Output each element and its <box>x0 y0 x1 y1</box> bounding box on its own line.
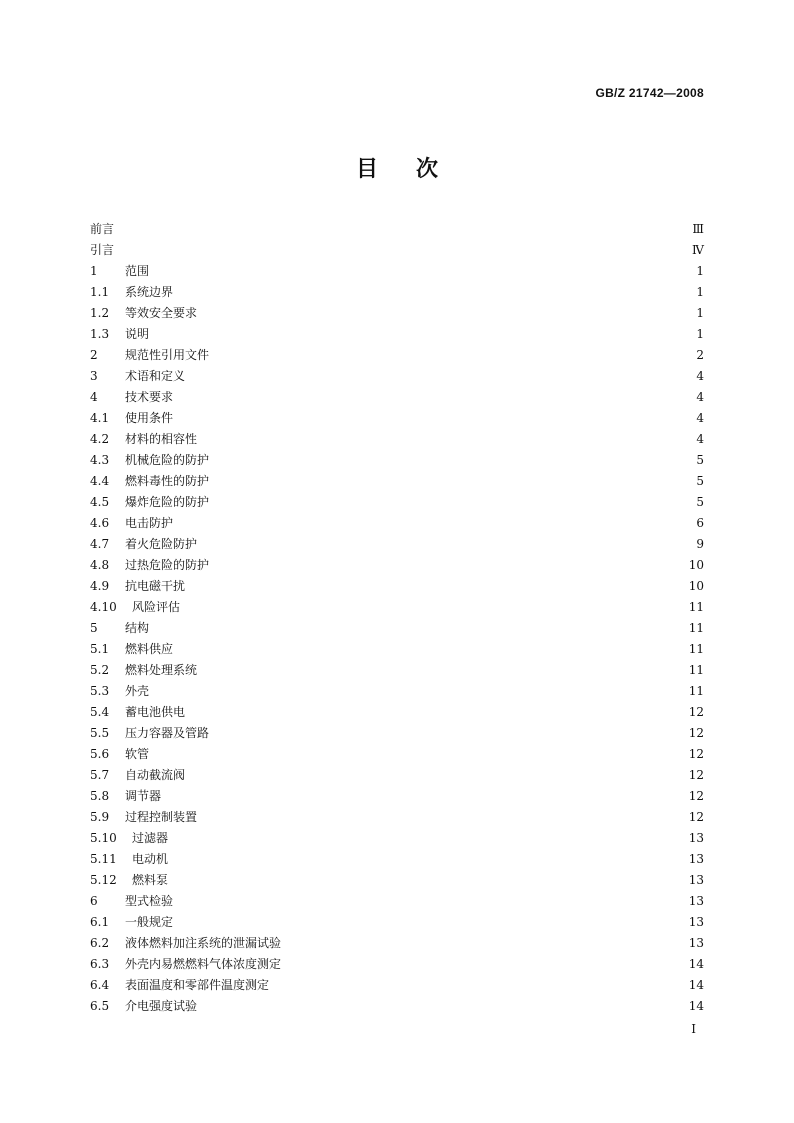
toc-entry-number: 6 <box>90 894 98 908</box>
toc-entry-number: 4.3 <box>90 453 110 467</box>
toc-leader-dots <box>201 429 694 450</box>
footer-page-number: I <box>691 1022 696 1036</box>
toc-entry[interactable] <box>90 996 704 1017</box>
toc-entry[interactable] <box>90 807 704 828</box>
toc-entry-page: 5 <box>696 453 704 467</box>
page-title: 目次 <box>355 156 476 182</box>
toc-entry-label: 结构 <box>125 621 150 635</box>
toc-entry-label: 说明 <box>125 327 150 341</box>
toc-entry[interactable] <box>90 975 704 996</box>
toc-leader-dots <box>201 996 687 1017</box>
toc-entry[interactable] <box>90 786 704 807</box>
toc-entry-label: 过热危险的防护 <box>125 558 210 572</box>
toc-leader-dots <box>165 786 687 807</box>
toc-entry-label: 过程控制装置 <box>125 810 198 824</box>
toc-entry[interactable] <box>90 387 704 408</box>
toc-leader-dots <box>177 891 687 912</box>
toc-entry[interactable] <box>90 576 704 597</box>
toc-entry[interactable] <box>90 828 704 849</box>
toc-leader-dots <box>118 219 690 240</box>
toc-entry-label: 调节器 <box>125 789 162 803</box>
toc-leader-dots <box>213 555 687 576</box>
toc-leader-dots <box>273 975 687 996</box>
toc-entry-page: 13 <box>688 915 704 929</box>
toc-entry-page: 11 <box>688 684 704 698</box>
toc-leader-dots <box>177 408 694 429</box>
toc-entry-page: 11 <box>688 621 704 635</box>
toc-leader-dots <box>213 471 694 492</box>
toc-entry-label: 系统边界 <box>125 285 174 299</box>
toc-entry-number: 5.12 <box>90 873 117 887</box>
toc-entry-label: 一般规定 <box>125 915 174 929</box>
toc-entry-label: 软管 <box>125 747 150 761</box>
toc-entry-label: 过滤器 <box>132 831 169 845</box>
toc-entry-label: 蓄电池供电 <box>125 705 186 719</box>
toc-entry-number: 4.4 <box>90 474 110 488</box>
toc-entry-page: 12 <box>688 768 704 782</box>
toc-entry-page: 4 <box>696 432 704 446</box>
toc-leader-dots <box>153 324 694 345</box>
toc-entry-page: 4 <box>696 411 704 425</box>
toc-entry[interactable] <box>90 240 704 261</box>
toc-leader-dots <box>153 681 687 702</box>
toc-entry-label: 技术要求 <box>125 390 174 404</box>
toc-entry-page: 13 <box>688 873 704 887</box>
toc-entry[interactable] <box>90 912 704 933</box>
toc-entry-number: 6.1 <box>90 915 110 929</box>
toc-entry-page: 11 <box>688 663 704 677</box>
toc-entry[interactable] <box>90 366 704 387</box>
toc-leader-dots <box>177 639 687 660</box>
toc-entry[interactable] <box>90 408 704 429</box>
toc-leader-dots <box>172 828 687 849</box>
toc-leader-dots <box>189 366 694 387</box>
toc-leader-dots <box>118 240 690 261</box>
toc-entry-number: 5.9 <box>90 810 110 824</box>
toc-entry[interactable] <box>90 849 704 870</box>
toc-leader-dots <box>213 450 694 471</box>
toc-entry-label: 液体燃料加注系统的泄漏试验 <box>125 936 282 950</box>
toc-entry-label: 电击防护 <box>125 516 174 530</box>
toc-entry-number: 4.2 <box>90 432 110 446</box>
toc-entry-page: 12 <box>688 747 704 761</box>
toc-entry-page: 9 <box>696 537 704 551</box>
toc-entry-page: 2 <box>696 348 704 362</box>
toc-entry-number: 4.6 <box>90 516 110 530</box>
toc-entry-label: 爆炸危险的防护 <box>125 495 210 509</box>
toc-entry-label: 风险评估 <box>132 600 181 614</box>
toc-entry-page: 6 <box>696 516 704 530</box>
toc-entry-page: 12 <box>688 726 704 740</box>
toc-entry-number: 1.3 <box>90 327 110 341</box>
toc-entry-number: 6.5 <box>90 999 110 1013</box>
toc-leader-dots <box>201 660 687 681</box>
toc-entry[interactable] <box>90 597 704 618</box>
toc-leader-dots <box>153 261 694 282</box>
toc-leader-dots <box>213 723 687 744</box>
toc-entry[interactable] <box>90 933 704 954</box>
toc-entry-page: 12 <box>688 789 704 803</box>
toc-entry[interactable] <box>90 303 704 324</box>
toc-entry[interactable] <box>90 345 704 366</box>
toc-entry-number: 5.4 <box>90 705 110 719</box>
toc-entry-number: 6.2 <box>90 936 110 950</box>
toc-entry-label: 型式检验 <box>125 894 174 908</box>
toc-entry[interactable] <box>90 555 704 576</box>
toc-entry-label: 术语和定义 <box>125 369 186 383</box>
toc-entry-page: 10 <box>688 558 704 572</box>
toc-leader-dots <box>201 303 694 324</box>
toc-entry-page: 10 <box>688 579 704 593</box>
toc-entry-label: 机械危险的防护 <box>125 453 210 467</box>
toc-leader-dots <box>189 702 687 723</box>
toc-entry-label: 压力容器及管路 <box>125 726 210 740</box>
toc-leader-dots <box>201 534 694 555</box>
toc-entry[interactable] <box>90 660 704 681</box>
toc-entry[interactable] <box>90 282 704 303</box>
toc-entry-page: 11 <box>688 600 704 614</box>
toc-entry-page: 14 <box>688 999 704 1013</box>
toc-entry[interactable] <box>90 429 704 450</box>
toc-entry-page: 1 <box>696 264 704 278</box>
toc-entry-label: 燃料供应 <box>125 642 174 656</box>
toc-entry-page: 1 <box>696 306 704 320</box>
toc-entry[interactable] <box>90 513 704 534</box>
toc-entry-label: 着火危险防护 <box>125 537 198 551</box>
toc-leader-dots <box>201 807 687 828</box>
toc-entry[interactable] <box>90 492 704 513</box>
toc-entry-label: 燃料毒性的防护 <box>125 474 210 488</box>
toc-entry-number: 4.7 <box>90 537 110 551</box>
toc-leader-dots <box>153 618 687 639</box>
toc-leader-dots <box>213 345 694 366</box>
toc-entry-page: 1 <box>696 285 704 299</box>
toc-entry-number: 4.1 <box>90 411 110 425</box>
toc-entry-page: 5 <box>696 474 704 488</box>
toc-entry-page: 5 <box>696 495 704 509</box>
toc-entry[interactable] <box>90 765 704 786</box>
toc-entry-label: 规范性引用文件 <box>125 348 210 362</box>
toc-leader-dots <box>172 870 687 891</box>
toc-entry[interactable] <box>90 744 704 765</box>
toc-entry[interactable] <box>90 954 704 975</box>
toc-entry-page: 11 <box>688 642 704 656</box>
toc-entry-number: 5.11 <box>90 852 117 866</box>
toc-entry-label: 电动机 <box>132 852 169 866</box>
toc-entry-label: 材料的相容性 <box>125 432 198 446</box>
standard-code: GB/Z 21742—2008 <box>595 86 704 100</box>
toc-entry[interactable] <box>90 471 704 492</box>
toc-entry[interactable] <box>90 891 704 912</box>
toc-entry-page: 12 <box>688 705 704 719</box>
toc-entry-number: 5.8 <box>90 789 110 803</box>
toc-entry-label: 表面温度和零部件温度测定 <box>125 978 270 992</box>
toc-leader-dots <box>189 576 687 597</box>
toc-entry-number: 3 <box>90 369 98 383</box>
toc-entry[interactable] <box>90 450 704 471</box>
toc-entry-page: 14 <box>688 957 704 971</box>
toc-entry-page: Ⅳ <box>692 243 704 257</box>
toc-entry-number: 5.10 <box>90 831 117 845</box>
toc-entry-label: 抗电磁干扰 <box>125 579 186 593</box>
toc-leader-dots <box>285 933 687 954</box>
toc-entry-number: 5.2 <box>90 663 110 677</box>
toc-leader-dots <box>172 849 687 870</box>
toc-leader-dots <box>153 744 687 765</box>
toc-entry[interactable] <box>90 534 704 555</box>
toc-entry-page: 12 <box>688 810 704 824</box>
toc-leader-dots <box>184 597 687 618</box>
toc-entry-label: 前言 <box>90 222 115 236</box>
toc-entry-label: 介电强度试验 <box>125 999 198 1013</box>
toc-entry-label: 使用条件 <box>125 411 174 425</box>
toc-entry-page: 13 <box>688 936 704 950</box>
toc-entry-number: 5.7 <box>90 768 110 782</box>
toc-entry-number: 5.1 <box>90 642 110 656</box>
toc-entry[interactable] <box>90 219 704 240</box>
toc-entry-page: 4 <box>696 390 704 404</box>
toc-entry-number: 5.5 <box>90 726 110 740</box>
toc-entry-page: 13 <box>688 894 704 908</box>
toc-entry-page: 13 <box>688 852 704 866</box>
toc-entry-number: 5.3 <box>90 684 110 698</box>
toc-entry-label: 范围 <box>125 264 150 278</box>
toc-entry[interactable] <box>90 639 704 660</box>
toc-entry[interactable] <box>90 723 704 744</box>
toc-leader-dots <box>177 282 694 303</box>
toc-entry-page: Ⅲ <box>692 222 704 236</box>
toc-leader-dots <box>189 765 687 786</box>
toc-entry-label: 外壳内易燃燃料气体浓度测定 <box>125 957 282 971</box>
table-of-contents <box>90 219 704 1017</box>
toc-leader-dots <box>177 513 694 534</box>
toc-entry[interactable] <box>90 681 704 702</box>
toc-entry[interactable] <box>90 870 704 891</box>
toc-entry-page: 4 <box>696 369 704 383</box>
toc-entry-label: 燃料处理系统 <box>125 663 198 677</box>
toc-entry-number: 2 <box>90 348 98 362</box>
toc-leader-dots <box>213 492 694 513</box>
toc-entry-label: 等效安全要求 <box>125 306 198 320</box>
toc-entry-number: 6.3 <box>90 957 110 971</box>
toc-leader-dots <box>177 912 687 933</box>
toc-entry-number: 1.1 <box>90 285 110 299</box>
toc-entry-number: 4.5 <box>90 495 110 509</box>
toc-entry-number: 1 <box>90 264 98 278</box>
toc-entry-page: 13 <box>688 831 704 845</box>
toc-entry[interactable] <box>90 324 704 345</box>
toc-leader-dots <box>177 387 694 408</box>
toc-entry[interactable] <box>90 261 704 282</box>
toc-entry[interactable] <box>90 618 704 639</box>
toc-entry-number: 4.10 <box>90 600 117 614</box>
toc-entry-number: 4.8 <box>90 558 110 572</box>
toc-entry-label: 引言 <box>90 243 115 257</box>
toc-entry-number: 6.4 <box>90 978 110 992</box>
toc-entry[interactable] <box>90 702 704 723</box>
toc-entry-number: 1.2 <box>90 306 110 320</box>
toc-entry-number: 5.6 <box>90 747 110 761</box>
toc-entry-label: 外壳 <box>125 684 150 698</box>
toc-entry-page: 1 <box>696 327 704 341</box>
toc-entry-label: 燃料泵 <box>132 873 169 887</box>
toc-entry-number: 4 <box>90 390 98 404</box>
toc-entry-page: 14 <box>688 978 704 992</box>
toc-entry-number: 4.9 <box>90 579 110 593</box>
toc-entry-number: 5 <box>90 621 98 635</box>
toc-entry-label: 自动截流阀 <box>125 768 186 782</box>
toc-leader-dots <box>285 954 687 975</box>
